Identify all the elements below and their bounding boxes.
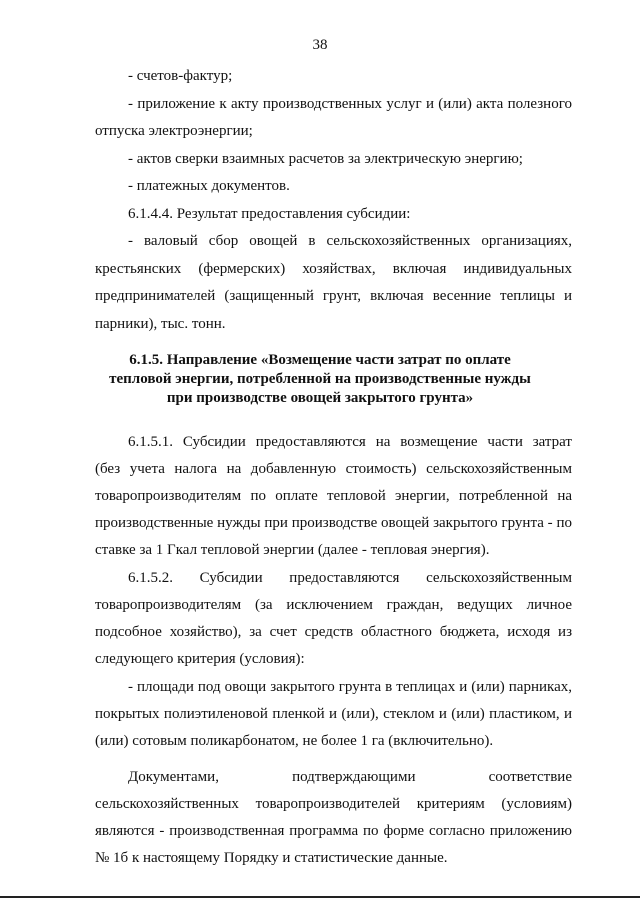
page-number: 38 <box>312 37 328 53</box>
list-item: - валовый сбор овощей в сельскохозяйственных организациях, <box>128 233 572 249</box>
text-line: отпуска электроэнергии; <box>95 123 253 139</box>
text-line: подсобное хозяйство), за счет средств областного бюджета, исходя из <box>95 624 572 640</box>
list-item: - приложение к акту производственных услуг и (или) акта полезного <box>128 96 572 112</box>
scan-edge-line <box>0 896 640 898</box>
section-heading: тепловой энергии, потребленной на производственные нужды <box>109 371 531 387</box>
text-line: сельскохозяйственных товаропроизводителей критериям (условиям) <box>95 796 572 812</box>
text-line: следующего критерия (условия): <box>95 651 305 667</box>
paragraph-start: Документами, подтверждающими соответствие <box>128 769 572 785</box>
text-line: (без учета налога на добавленную стоимость) сельскохозяйственным <box>95 461 572 477</box>
text-line: парники), тыс. тонн. <box>95 316 226 332</box>
paragraph-start: 6.1.5.2. Субсидии предоставляются сельскохозяйственным <box>128 570 572 586</box>
paragraph-start: 6.1.5.1. Субсидии предоставляются на возмещение части затрат <box>128 434 572 450</box>
text-line: ставке за 1 Гкал тепловой энергии (далее - тепловая энергия). <box>95 542 490 558</box>
text-line: крестьянских (фермерских) хозяйствах, включая индивидуальных <box>95 261 572 277</box>
section-heading: 6.1.5. Направление «Возмещение части затрат по оплате <box>129 352 511 368</box>
text-line: (или) сотовым поликарбонатом, не более 1 га (включительно). <box>95 733 494 749</box>
paragraph-start: 6.1.4.4. Результат предоставления субсидии: <box>128 206 411 222</box>
text-line: предпринимателей (защищенный грунт, включая весенние теплицы и <box>95 288 572 304</box>
list-item: - площади под овощи закрытого грунта в теплицах и (или) парниках, <box>128 679 572 695</box>
list-item: - актов сверки взаимных расчетов за электрическую энергию; <box>128 151 523 167</box>
text-line: товаропроизводителям (за исключением граждан, ведущих личное <box>95 597 572 613</box>
section-heading: при производстве овощей закрытого грунта» <box>166 390 474 406</box>
text-line: товаропроизводителям по оплате тепловой энергии, потребленной на <box>95 488 572 504</box>
list-item: - платежных документов. <box>128 178 290 194</box>
text-line: № 1б к настоящему Порядку и статистические данные. <box>95 850 448 866</box>
list-item: - счетов-фактур; <box>128 68 233 84</box>
text-line: покрытых полиэтиленовой пленкой и (или), стеклом и (или) пластиком, и <box>95 706 572 722</box>
text-line: производственные нужды при производстве овощей закрытого грунта - по <box>95 515 572 531</box>
text-line: являются - производственная программа по форме согласно приложению <box>95 823 572 839</box>
